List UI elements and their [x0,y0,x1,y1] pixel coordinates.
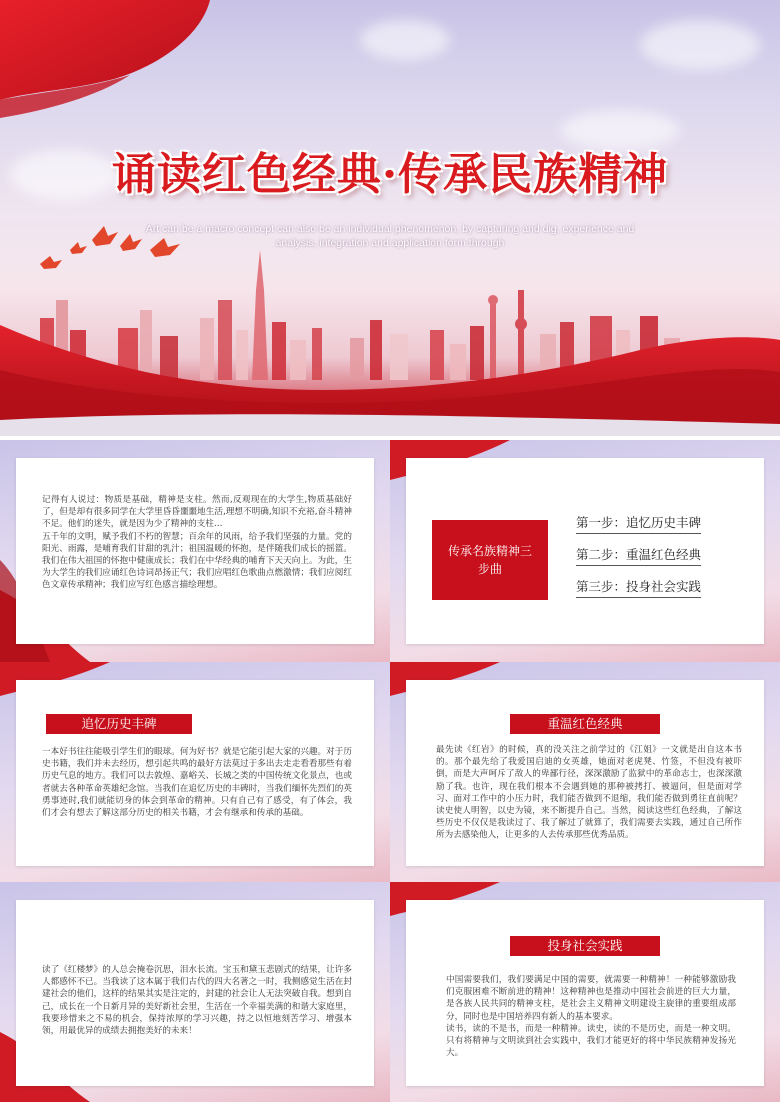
slide-card [16,680,374,866]
step-item-3: 第三步：投身社会实践 [576,578,701,598]
practice-heading: 投身社会实践 [510,936,660,956]
hero-banner [0,0,780,436]
slide-memory [0,662,390,884]
slide-classic [390,662,780,884]
memory-heading: 追忆历史丰碑 [46,714,192,734]
intro-paragraph: 记得有人说过：物质是基础，精神是支柱。然而,反观现在的大学生,物质基础好了，但是却有很多同学在大学里昏昏噩噩地生活,理想不明确,知识不充裕,奋斗精神不足。他们的迷失，就是因为少了精神的支柱… 五千年的文明，赋予我们不朽的智慧；百余年的风雨，给予我们坚强的力量。党的阳光、雨露，是哺育我们甘甜的乳汁；祖国温暖的怀抱，是伴随我们成长的摇篮。我们在伟大祖国的怀抱中健康成长；我们在中华经典的哺育下天天向上。为此，生为大学生的我们应诵红色诗词昂扬正气；我们应唱红色歌曲点燃激情；我们应阅红色文章传承精神；我们应写红色感言描绘理想。 [42,495,352,591]
reading-paragraph: 读了《红楼梦》的人总会掩卷沉思，泪水长流。宝玉和黛玉悲剧式的结果，让许多人都感怀不已。当我读了这本属于我们古代的四大名著之一时，我侧感觉生活在封建社会的他们，这样的结果其实是注定的，封建的社会让人无法突破自我。想到自己，成长在一个日新月异的美好新社会里，生活在一个幸福美满的和谐大家庭里，我要珍惜来之不易的机会，保持浓厚的学习兴趣，持之以恒地刻苦学习、增强本领，用最优异的成绩去拥抱美好的未来！ [42,965,352,1037]
hero-title: 诵读红色经典·传承民族精神 [111,149,669,200]
slide-card [406,458,764,644]
classic-heading: 重温红色经典 [510,714,660,734]
slide-practice [390,882,780,1102]
city-skyline-icon [40,250,680,380]
memory-paragraph: 一本好书往往能吸引学生们的眼球。何为好书？就是它能引起大家的兴趣。对于历史书籍，我们并未去经历，想引起共鸣的最好方法莫过于多出去走走看看那些有着历史气息的地方。我们可以去敦煌、嘉峪关、长城之类的中国传统文化景点，也或者就去各种革命英雄纪念馆。当我们在追忆历史的丰碑时，当我们缅怀先烈们的英勇事迹时,我们就能切身的体会到革命的精神。只有自己有了感受，有了体会，我们才会有想去了解这部分历史的相关书籍，才会有继承和传承的基础。 [42,747,352,819]
slide-reading [0,882,390,1102]
slide-steps [390,440,780,662]
hero-artwork [0,0,780,436]
hero-subtitle: Art can be a macro concept can also be an individual phenomenon, by capturing and dig, experience and analysis, integration and application form through [145,223,635,249]
step-item-2: 第二步：重温红色经典 [576,546,701,566]
steps-title-box [432,520,548,600]
practice-paragraph: 中国需要我们，我们要满足中国的需要，就需要一种精神！一种能够激励我们克服困难不断前进的精神！这种精神也是推动中国社会前进的巨大力量，是各族人民共同的精神支柱，是社会主义精神文明建设主旋律的重要组成部分，同时也是中国培养四有新人的基本要求。 读书，读的不是书，而是一种精神。读史，读的不是历史，而是一种文明。只有将精神与文明读到社会实践中，我们才能更好的将中华民族精神发扬光大。 [446,975,736,1059]
classic-paragraph: 最先读《红岩》的时候，真的没关注之前学过的《江姐》一文就是出自这本书的。那个最先给了我爱国启迪的女英雄，她面对老虎凳、竹签，不但没有被吓倒，而是大声呵斥了敌人的卑鄙行径，深深激励了监狱中的革命志士，也深深激励了我。也许，现在我们根本不会遇到她的那种被拷打、被逼问，但是面对学习、面对工作中的小压力时，我们能否做到不退缩，我们能否做到勇往直前呢？读史使人明智，以史为镜，来不断提升自己。当然，阅读这些红色经典，了解这些历史不仅仅是我读过了、我了解过了就算了，我们需要去实践，通过自己所作所为去感染他人，让更多的人去传承那些优秀品质。 [436,745,742,841]
slide-card [16,458,374,644]
slide-intro [0,440,390,662]
slide-card [406,680,764,866]
step-item-1: 第一步：追忆历史丰碑 [576,514,701,534]
slide-card [406,900,764,1086]
steps-title: 传承名族精神三步曲 [447,544,532,576]
slide-card [16,900,374,1086]
